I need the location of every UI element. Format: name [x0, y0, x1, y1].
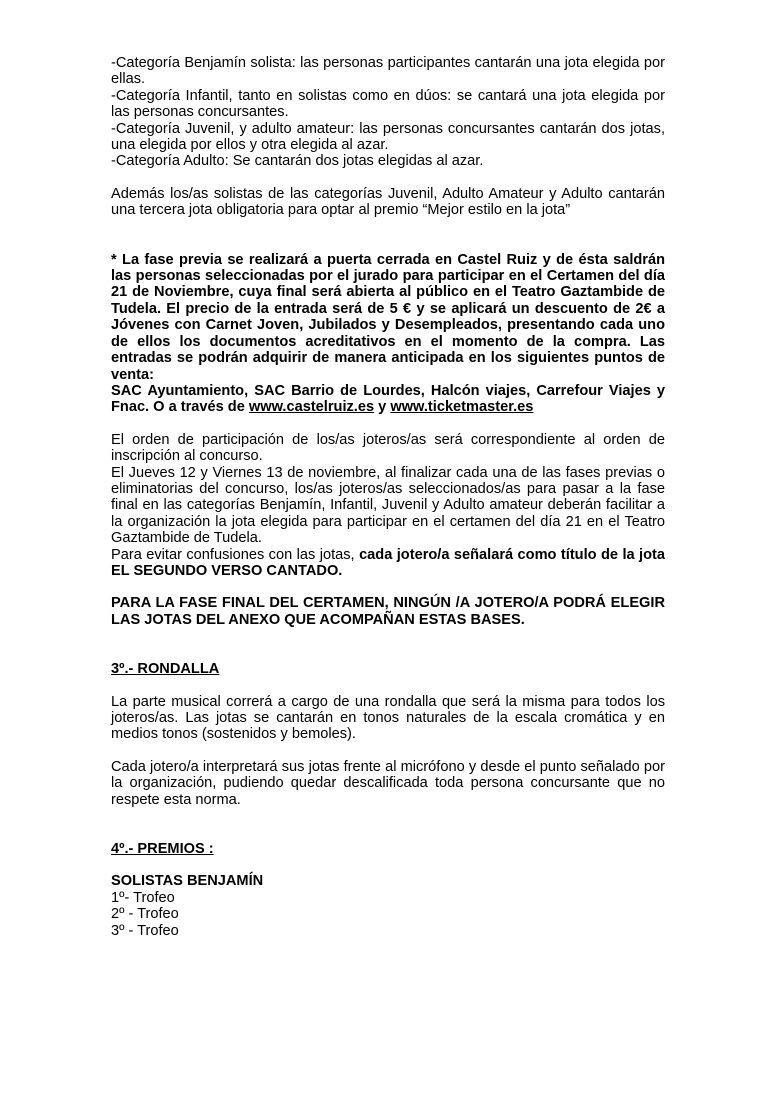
- confusion-note-bold: cada jotero/a señalará como título de la jota EL SEGUNDO VERSO CANTADO.: [111, 546, 665, 579]
- document-page: [111, 55, 665, 939]
- category-rule-infantil: -Categoría Infantil, tanto en solistas como en dúos: se cantará una jota elegida por las personas concursantes.: [111, 87, 665, 121]
- third-jota-paragraph: Además los/as solistas de las categorías Juvenil, Adulto Amateur y Adulto cantarán una tercera jota obligatoria para optar al premio “Mejor estilo en la jota”: [111, 185, 665, 219]
- rondalla-paragraph-1: La parte musical correrá a cargo de una rondalla que será la misma para todos los joteros/as. Las jotas se cantarán en tonos naturales de la escala cromática y en medios tonos (sostenidos y bemoles).: [111, 693, 665, 743]
- category-rule-benjamin: -Categoría Benjamín solista: las personas participantes cantarán una jota elegida por ellas.: [111, 55, 665, 88]
- rondalla-paragraph-2: Cada jotero/a interpretará sus jotas frente al micrófono y desde el punto señalado por la organización, pudiendo quedar descalificada toda persona concursante que no respete esta norma.: [111, 758, 665, 808]
- final-warning: PARA LA FASE FINAL DEL CERTAMEN, NINGÚN /A JOTERO/A PODRÁ ELEGIR LAS JOTAS DEL ANEXO QUE ACOMPAÑAN ESTAS BASES.: [111, 595, 665, 628]
- fase-previa-paragraph: * La fase previa se realizará a puerta cerrada en Castel Ruiz y de ésta saldrán las personas seleccionadas por el jurado para participar en el Certamen del día 21 de Noviembre, cuya final será abierta al público en el Teatro Gaztambide de Tudela. El precio de la entrada será de 5 € y se aplicará un descuento de 2€ a Jóvenes con Carnet Joven, Jubilados y Desempleados, presentando cada uno de ellos los documentos acreditativos en el momento de la compra. Las entradas se podrán adquirir de manera anticipada en los siguientes puntos de venta:: [111, 251, 665, 383]
- confusion-note-paragraph: [111, 547, 665, 580]
- prize-item-3: 3º - Trofeo: [111, 922, 179, 939]
- castelruiz-link[interactable]: www.castelruiz.es: [248, 399, 375, 416]
- final-phase-paragraph: El Jueves 12 y Viernes 13 de noviembre, al finalizar cada una de las fases previas o eliminatorias del concurso, los/as joteros/as seleccionados/as para pasar a la fase final en las categorías Benjamín, Infantil, Juvenil y Adulto amateur deberán facilitar a la organización la jota elegida para participar en el certamen del día 21 en el Teatro Gaztambide de Tudela.: [111, 464, 665, 547]
- category-rule-juvenil: -Categoría Juvenil, y adulto amateur: las personas concursantes cantarán dos jotas, una elegida por ellos y otra elegida al azar.: [111, 120, 665, 154]
- prize-item-2: 2º - Trofeo: [111, 906, 179, 923]
- sales-points-text: SAC Ayuntamiento, SAC Barrio de Lourdes, Halcón viajes, Carrefour Viajes y Fnac. O a través de: [111, 382, 665, 416]
- ticketmaster-link[interactable]: www.ticketmaster.es: [390, 399, 534, 416]
- premios-heading: 4º.- PREMIOS :: [111, 841, 214, 858]
- category-rule-adulto: -Categoría Adulto: Se cantarán dos jotas elegidas al azar.: [111, 153, 484, 170]
- confusion-note-lead: Para evitar confusiones con las jotas,: [111, 546, 355, 563]
- rondalla-heading: 3º.- RONDALLA: [111, 661, 220, 678]
- participation-order-paragraph: El orden de participación de los/as joteros/as será correspondiente al orden de inscripción al concurso.: [111, 431, 665, 465]
- solistas-benjamin-heading: SOLISTAS BENJAMÍN: [111, 873, 264, 890]
- sales-points-paragraph: [111, 383, 665, 416]
- prize-item-1: 1º- Trofeo: [111, 889, 175, 906]
- link-connector: y: [378, 399, 387, 416]
